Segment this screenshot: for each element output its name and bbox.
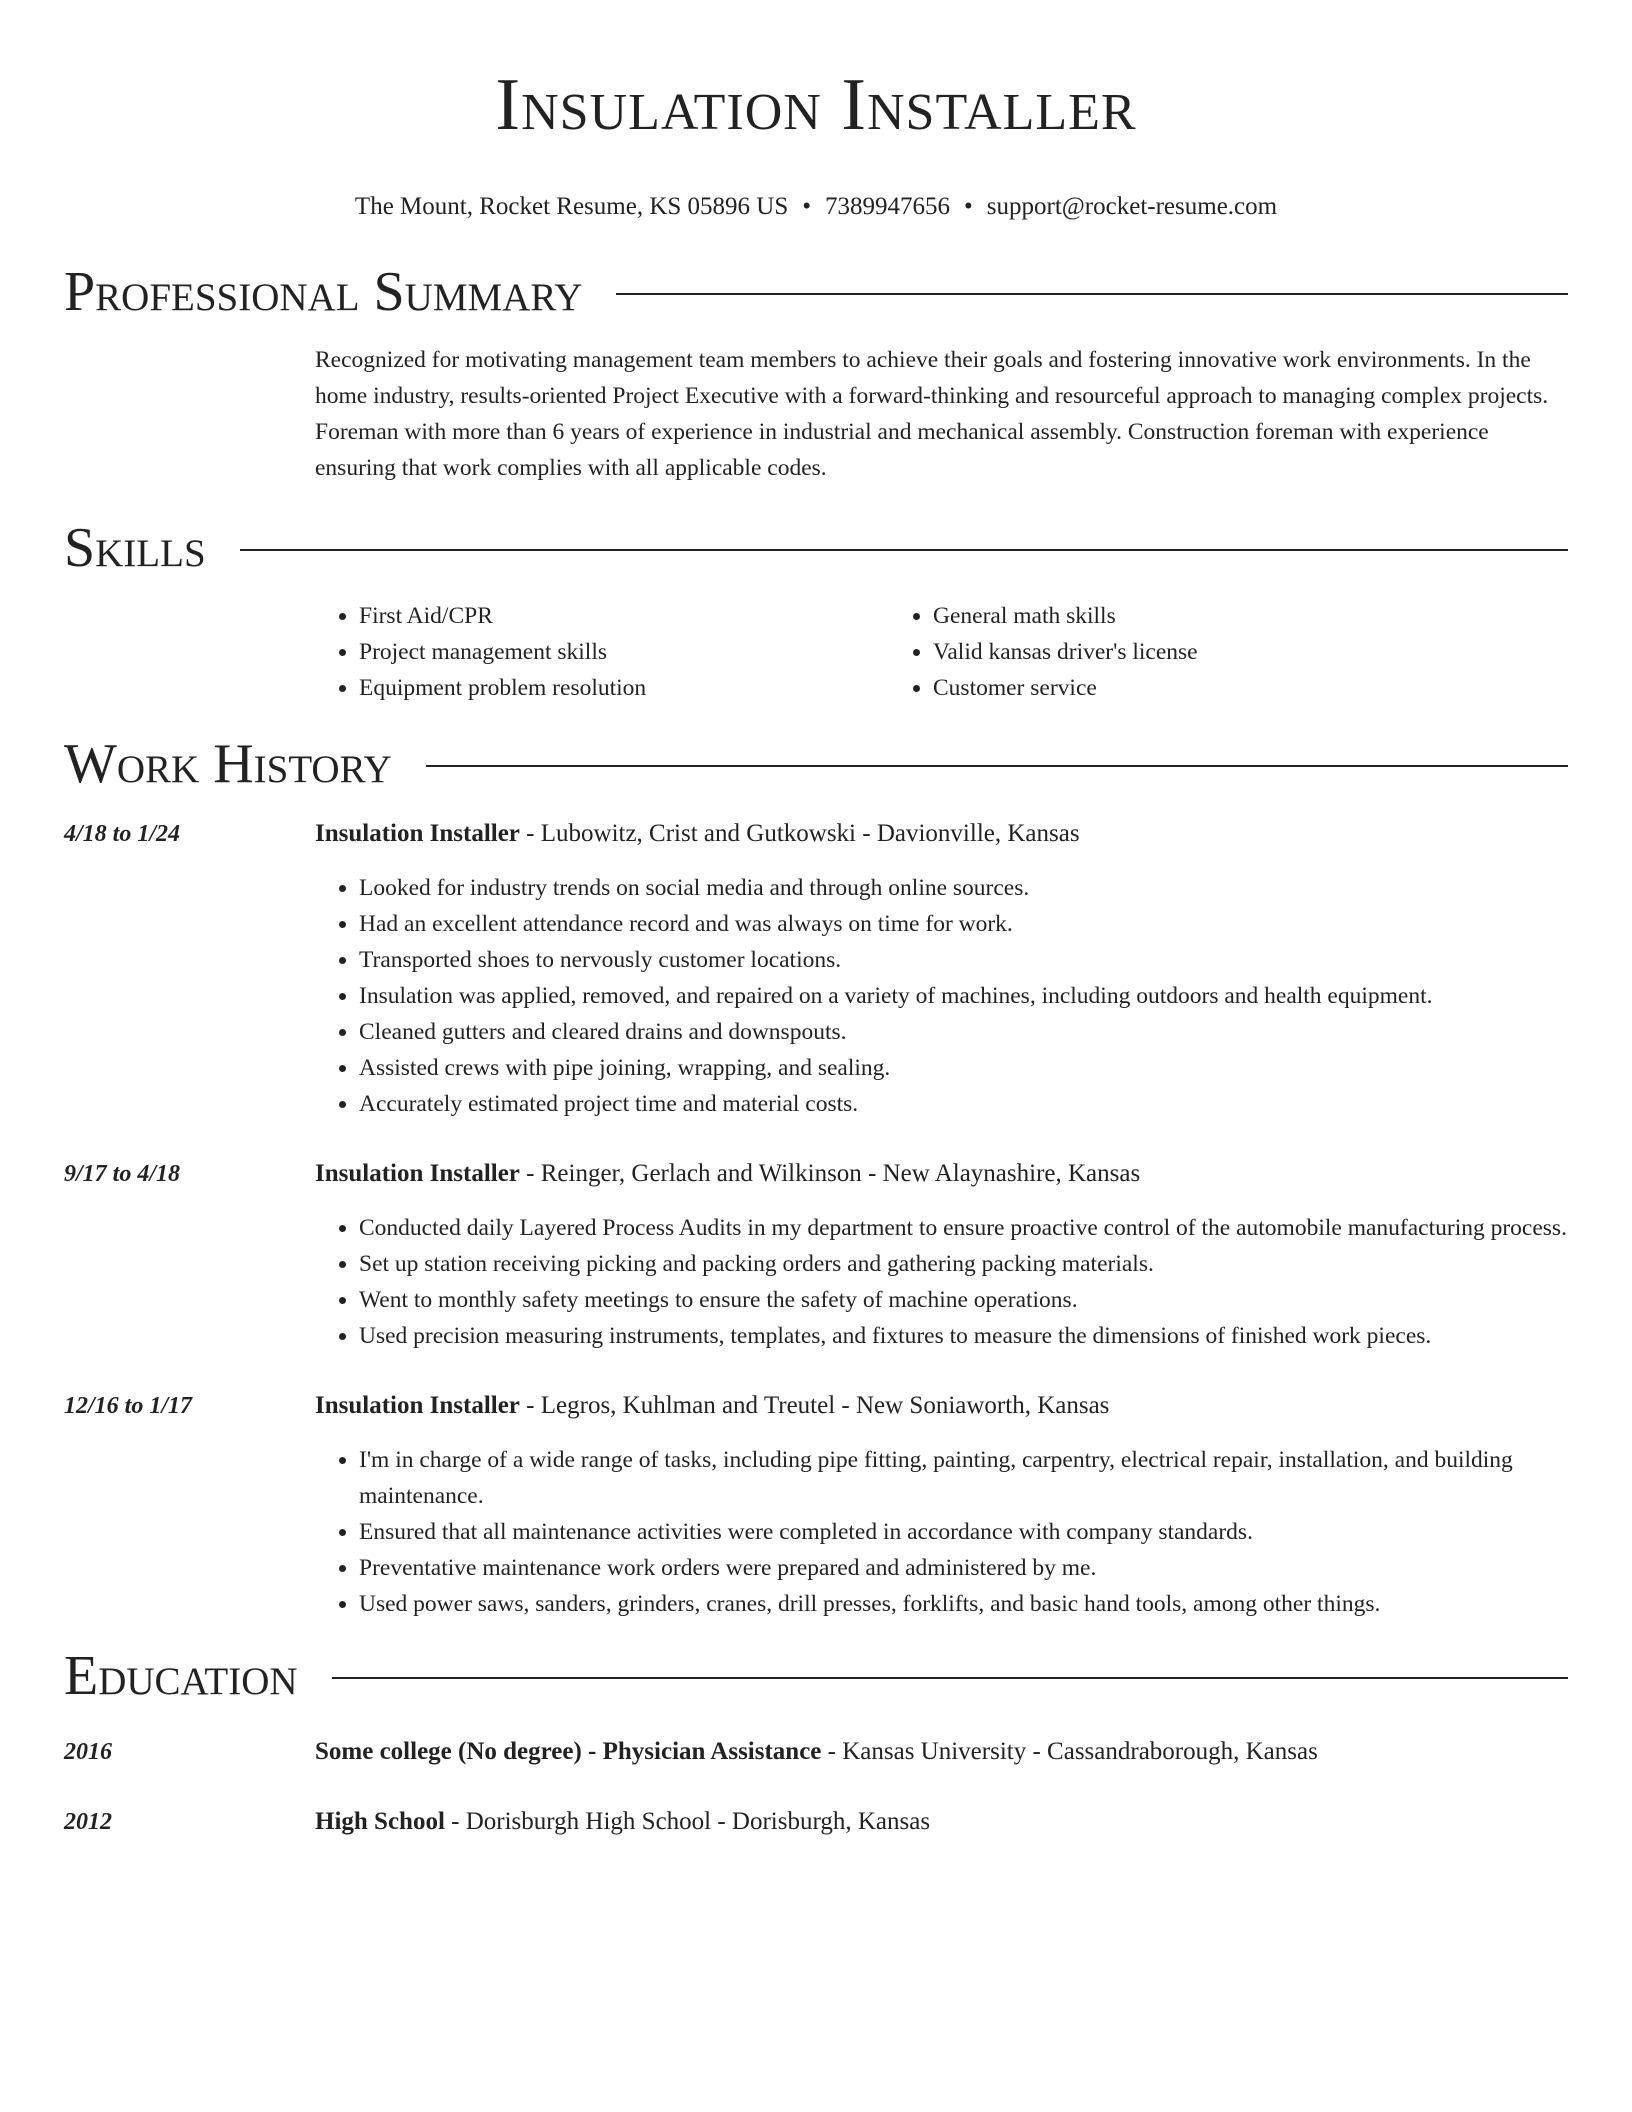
job-heading bbox=[315, 1388, 1568, 1424]
job-bullets bbox=[315, 870, 1568, 1122]
contact-separator: • bbox=[802, 193, 812, 220]
education-body bbox=[315, 1734, 1568, 1770]
job-bullet: • Had an excellent attendance record and was always on time for work. bbox=[359, 906, 1568, 942]
education-year: 2016 bbox=[64, 1739, 112, 1765]
education-details: - Kansas University - Cassandraborough, Kansas bbox=[821, 1738, 1318, 1765]
job-bullet: • I'm in charge of a wide range of tasks, including pipe fitting, painting, carpentry, electrical repair, installation, and building maintenance. bbox=[359, 1442, 1568, 1514]
education-details: - Dorisburgh High School - Dorisburgh, Kansas bbox=[444, 1808, 931, 1835]
contact-address: The Mount, Rocket Resume, KS 05896 US bbox=[354, 193, 789, 220]
job-body bbox=[315, 1388, 1568, 1622]
job-dates: 12/16 to 1/17 bbox=[64, 1393, 193, 1419]
skill-item: • Customer service bbox=[933, 670, 1463, 706]
job-dates: 9/17 to 4/18 bbox=[64, 1161, 181, 1187]
job-entry bbox=[64, 1388, 1568, 1622]
job-bullet: • Conducted daily Layered Process Audits in my department to ensure proactive control of the automobile manufacturing process. bbox=[359, 1210, 1568, 1246]
job-bullet: • Accurately estimated project time and material costs. bbox=[359, 1086, 1568, 1122]
work-section-header bbox=[64, 734, 1568, 794]
resume-name: Insulation Installer bbox=[495, 64, 1137, 146]
summary-section-header bbox=[64, 262, 1568, 322]
education-entry bbox=[64, 1734, 1568, 1770]
skill-item: • First Aid/CPR bbox=[359, 598, 889, 634]
education-year: 2012 bbox=[64, 1809, 112, 1835]
job-bullet: • Looked for industry trends on social media and through online sources. bbox=[359, 870, 1568, 906]
job-heading bbox=[315, 1156, 1568, 1192]
skill-item: • General math skills bbox=[933, 598, 1463, 634]
job-bullet: • Set up station receiving picking and packing orders and gathering packing materials. bbox=[359, 1246, 1568, 1282]
job-details: - Lubowitz, Crist and Gutkowski - Davionville, Kansas bbox=[519, 820, 1080, 847]
skills-column-right bbox=[889, 598, 1463, 706]
job-bullet: • Transported shoes to nervously customer locations. bbox=[359, 942, 1568, 978]
skill-item: • Project management skills bbox=[359, 634, 889, 670]
skills-column-left bbox=[315, 598, 889, 706]
job-bullet: • Assisted crews with pipe joining, wrapping, and sealing. bbox=[359, 1050, 1568, 1086]
job-bullet: • Preventative maintenance work orders were prepared and administered by me. bbox=[359, 1550, 1568, 1586]
section-divider bbox=[240, 549, 1568, 551]
skills-section-header bbox=[64, 518, 1568, 578]
education-title: Education bbox=[64, 1645, 298, 1707]
job-bullet: • Used precision measuring instruments, templates, and fixtures to measure the dimensions of finished work pieces. bbox=[359, 1318, 1568, 1354]
contact-line bbox=[64, 192, 1568, 222]
section-divider bbox=[332, 1677, 1568, 1679]
summary-title: Professional Summary bbox=[64, 261, 583, 323]
skills-title: Skills bbox=[64, 517, 206, 579]
job-heading bbox=[315, 816, 1568, 852]
education-body bbox=[315, 1804, 1568, 1840]
skills-list bbox=[315, 598, 1568, 706]
contact-phone: 7389947656 bbox=[825, 193, 951, 220]
job-body bbox=[315, 816, 1568, 1122]
summary-text: Recognized for motivating management team members to achieve their goals and fostering innovative work environments. In the home industry, results-oriented Project Executive with a forward-thinking and resourceful approach to managing complex projects. Foreman with more than 6 years of experience in industrial and mechanical assembly. Construction foreman with experience ensuring that work complies with all applicable codes. bbox=[315, 347, 1549, 481]
skill-item: • Valid kansas driver's license bbox=[933, 634, 1463, 670]
skill-item: • Equipment problem resolution bbox=[359, 670, 889, 706]
job-bullet: • Insulation was applied, removed, and repaired on a variety of machines, including outdoors and health equipment. bbox=[359, 978, 1568, 1014]
job-details: - Legros, Kuhlman and Treutel - New Soniaworth, Kansas bbox=[519, 1392, 1110, 1419]
job-dates: 4/18 to 1/24 bbox=[64, 821, 181, 847]
contact-email: support@rocket-resume.com bbox=[986, 193, 1278, 220]
job-bullet: • Cleaned gutters and cleared drains and downspouts. bbox=[359, 1014, 1568, 1050]
job-body bbox=[315, 1156, 1568, 1354]
education-degree: Some college (No degree) - Physician Assistance bbox=[315, 1738, 822, 1765]
job-bullet: • Went to monthly safety meetings to ensure the safety of machine operations. bbox=[359, 1282, 1568, 1318]
job-bullet: • Used power saws, sanders, grinders, cranes, drill presses, forklifts, and basic hand tools, among other things. bbox=[359, 1586, 1568, 1622]
contact-separator: • bbox=[964, 193, 973, 220]
job-role: Insulation Installer bbox=[315, 1160, 520, 1187]
section-divider bbox=[616, 293, 1568, 295]
work-title: Work History bbox=[64, 733, 392, 795]
job-details: - Reinger, Gerlach and Wilkinson - New Alaynashire, Kansas bbox=[519, 1160, 1141, 1187]
education-section-header bbox=[64, 1646, 1568, 1706]
job-bullets bbox=[315, 1442, 1568, 1622]
education-heading bbox=[315, 1804, 1568, 1840]
job-bullets bbox=[315, 1210, 1568, 1354]
job-role: Insulation Installer bbox=[315, 820, 520, 847]
job-entry bbox=[64, 1156, 1568, 1354]
education-entry bbox=[64, 1804, 1568, 1840]
section-divider bbox=[426, 765, 1568, 767]
education-heading bbox=[315, 1734, 1568, 1770]
education-degree: High School bbox=[315, 1808, 445, 1835]
job-entry bbox=[64, 816, 1568, 1122]
job-role: Insulation Installer bbox=[315, 1392, 520, 1419]
job-bullet: • Ensured that all maintenance activities were completed in accordance with company standards. bbox=[359, 1514, 1568, 1550]
